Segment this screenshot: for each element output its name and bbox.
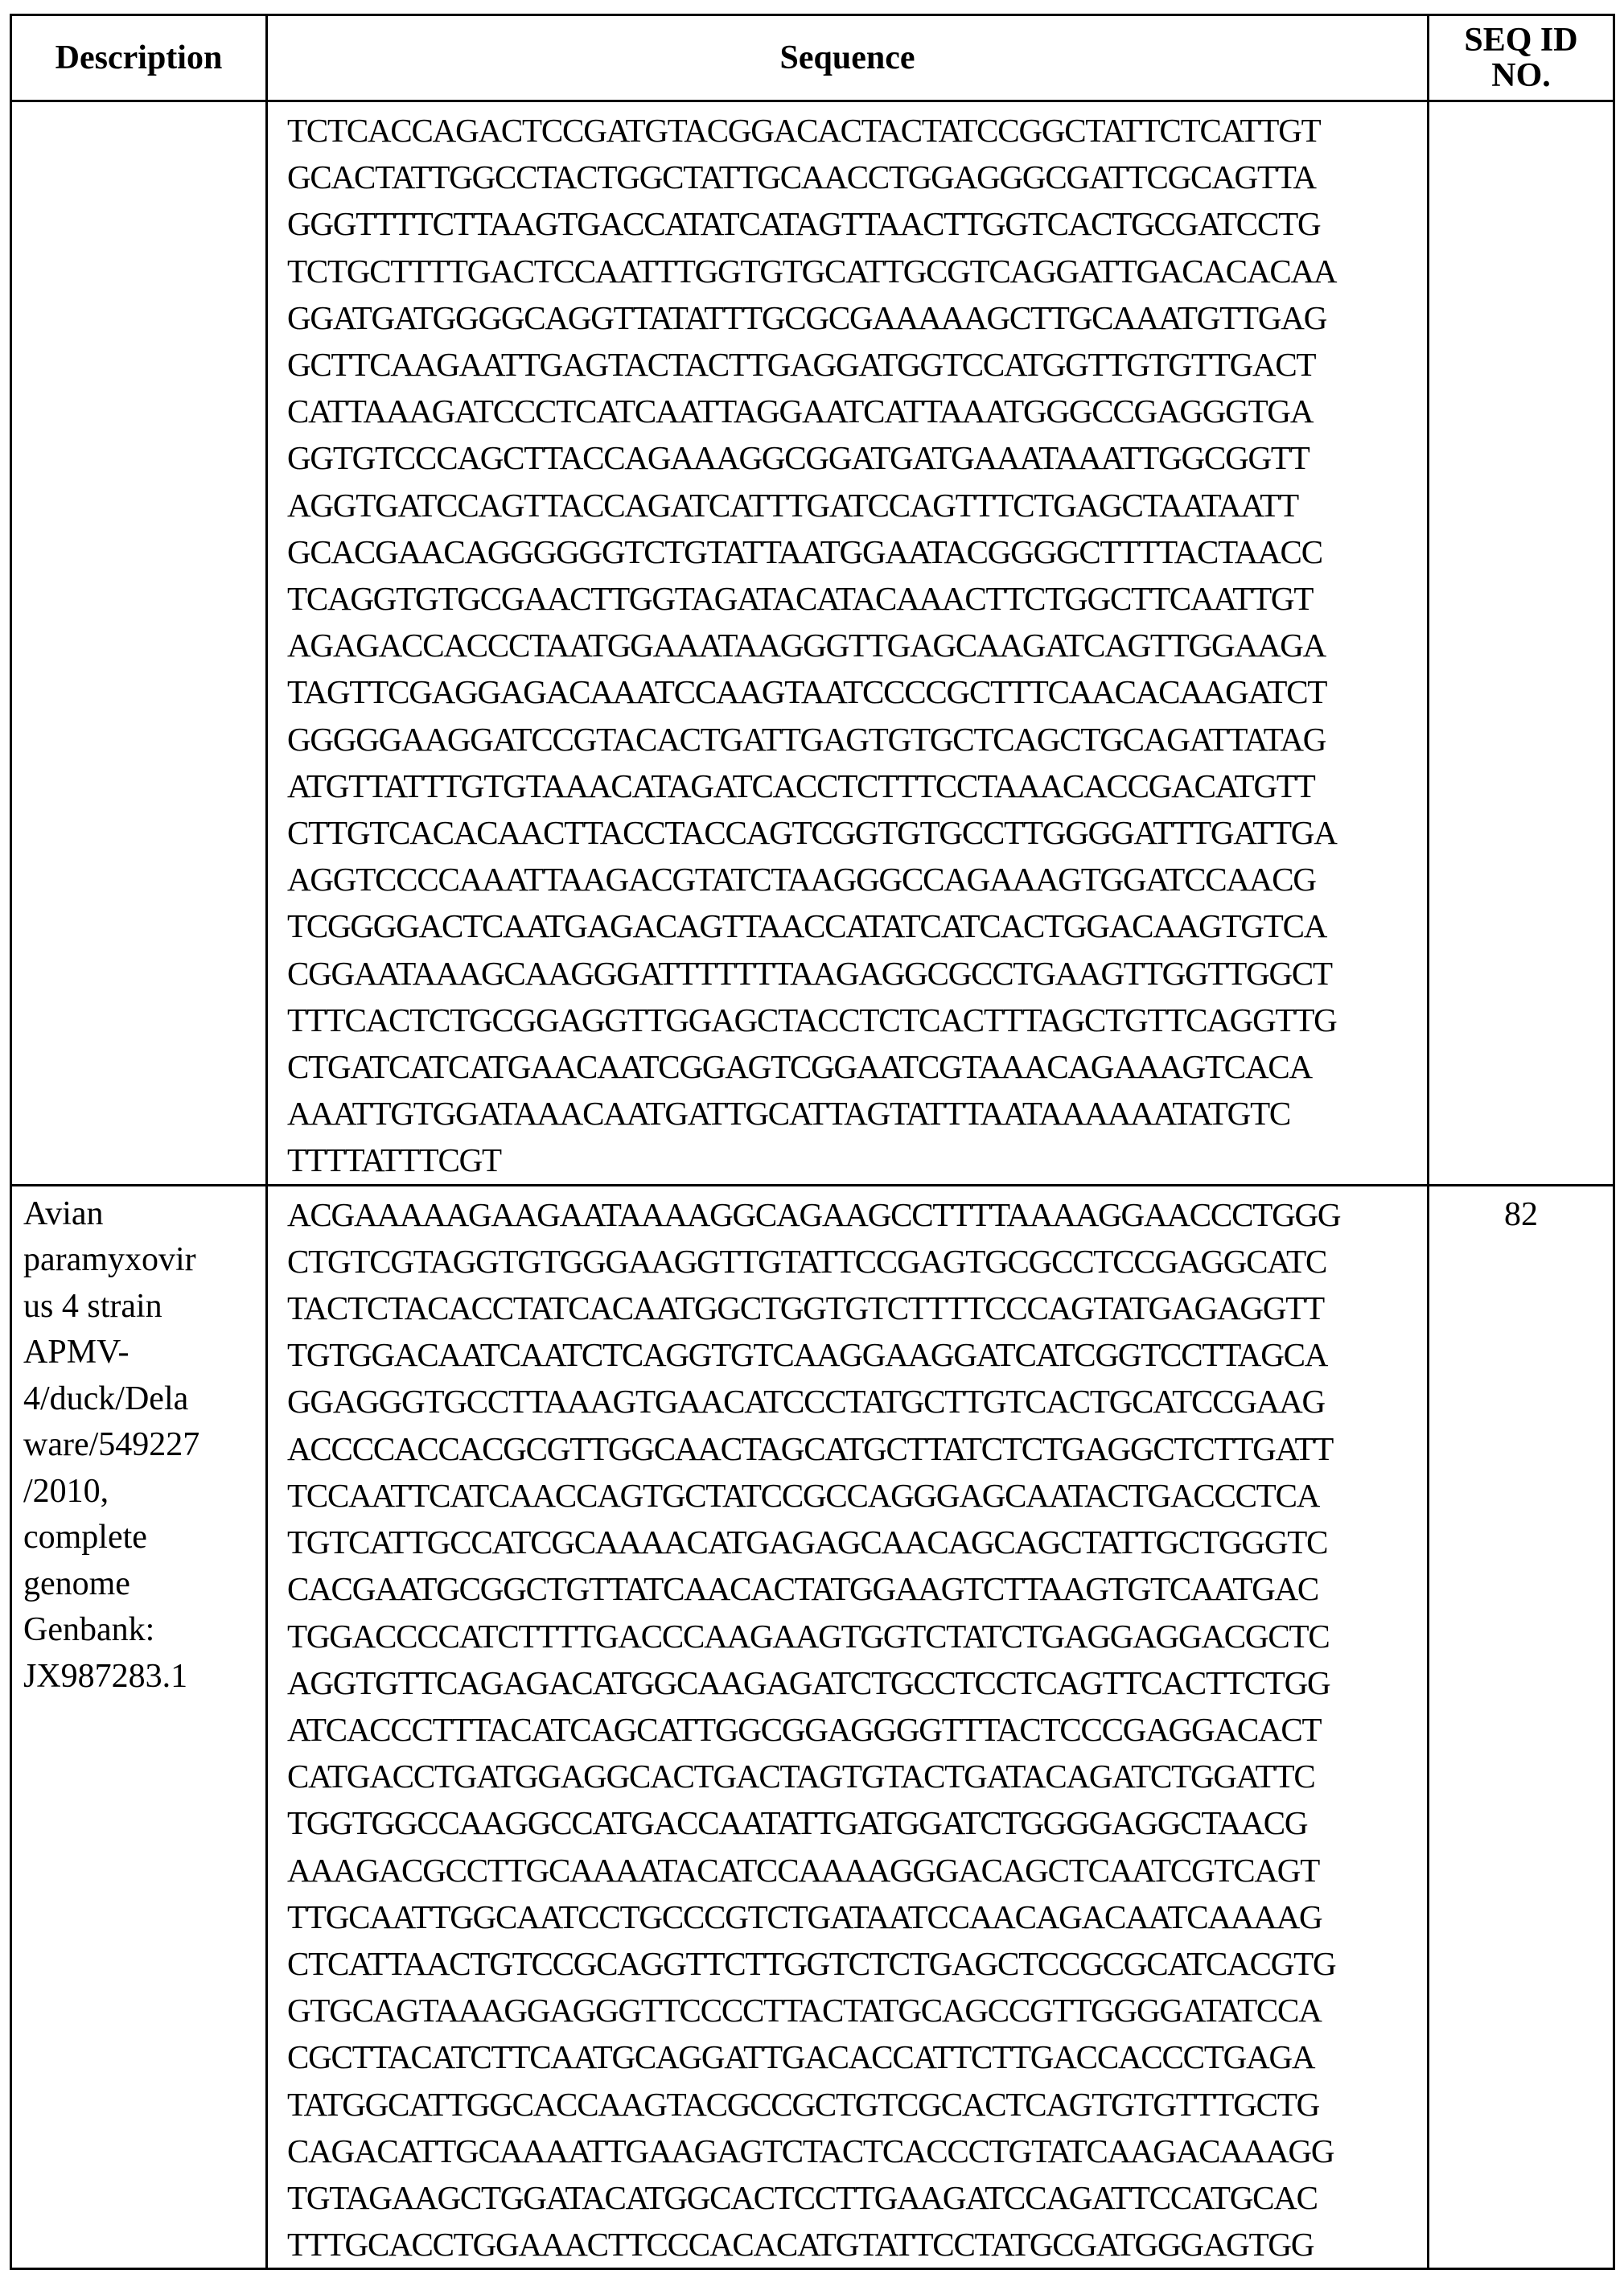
sequence-line: AGAGACCACCCTAATGGAAATAAGGGTTGAGCAAGATCAGTTGGAAGA [287,622,1427,668]
sequence-line: CTTGTCACACAACTTACCTACCAGTCGGTGTGCCTTGGGGATTTGATTGA [287,809,1427,856]
description-line: paramyxovir [23,1237,265,1284]
description-line: 4/duck/Dela [23,1376,265,1423]
sequence-line: CTGTCGTAGGTGTGGGAAGGTTGTATTCCGAGTGCGCCTCCGAGGCATC [287,1238,1427,1285]
sequence-line: AGGTGATCCAGTTACCAGATCATTTGATCCAGTTTCTGAGCTAATAATT [287,482,1427,528]
sequence-line: TTTGCACCTGGAAACTTCCCACACATGTATTCCTATGCGATGGGAGTGG [287,2221,1427,2268]
description-line: complete [23,1515,265,1561]
sequence-table [10,14,1615,2270]
sequence-line: AAATTGTGGATAAACAATGATTGCATTAGTATTTAATAAAAAATATGTC [287,1090,1427,1137]
sequence-line: TAGTTCGAGGAGACAAATCCAAGTAATCCCCGCTTTCAACACAAGATCT [287,668,1427,715]
sequence-line: ACCCCACCACGCGTTGGCAACTAGCATGCTTATCTCTGAGGCTCTTGATT [287,1425,1427,1472]
sequence-line: CATGACCTGATGGAGGCACTGACTAGTGTACTGATACAGATCTGGATTC [287,1753,1427,1799]
header-seq-id-line2: NO. [1429,58,1613,93]
description-line: us 4 strain [23,1284,265,1330]
header-sequence-label: Sequence [780,39,915,76]
header-description-label: Description [56,39,223,76]
sequence-line: TCTGCTTTTGACTCCAATTTGGTGTGCATTGCGTCAGGATTGACACACAA [287,248,1427,294]
sequence-cell [267,101,1429,1186]
header-seq-id [1429,15,1614,101]
description-line: /2010, [23,1469,265,1515]
sequence-line: TCGGGGACTCAATGAGACAGTTAACCATATCATCACTGGACAAGTGTCA [287,903,1427,949]
sequence-line: TGGACCCCATCTTTTGACCCAAGAAGTGGTCTATCTGAGGAGGACGCTC [287,1613,1427,1659]
sequence-line: TGGTGGCCAAGGCCATGACCAATATTGATGGATCTGGGGAGGCTAACG [287,1799,1427,1846]
sequence-line: TCCAATTCATCAACCAGTGCTATCCGCCAGGGAGCAATACTGACCCTCA [287,1472,1427,1519]
header-sequence [267,15,1429,101]
description-line: JX987283.1 [23,1654,265,1700]
sequence-line: TTTCACTCTGCGGAGGTTGGAGCTACCTCTCACTTTAGCTGTTCAGGTTG [287,997,1427,1043]
sequence-line: CGGAATAAAGCAAGGGATTTTTTTAAGAGGCGCCTGAAGTTGGTTGGCT [287,950,1427,997]
seq-id-cell [1429,1185,1614,2269]
sequence-line: CACGAATGCGGCTGTTATCAACACTATGGAAGTCTTAAGTGTCAATGAC [287,1565,1427,1612]
sequence-line: TGTGGACAATCAATCTCAGGTGTCAAGGAAGGATCATCGGTCCTTAGCA [287,1331,1427,1378]
sequence-line: TGTAGAAGCTGGATACATGGCACTCCTTGAAGATCCAGATTCCATGCAC [287,2174,1427,2221]
seq-id-value: 82 [1504,1196,1538,1233]
description-line: Genbank: [23,1607,265,1654]
sequence-line: CTGATCATCATGAACAATCGGAGTCGGAATCGTAAACAGAAAGTCACA [287,1043,1427,1090]
sequence-line: AGGTCCCCAAATTAAGACGTATCTAAGGGCCAGAAAGTGGATCCAACG [287,856,1427,903]
header-row [11,15,1614,101]
sequence-line: AAAGACGCCTTGCAAAATACATCCAAAAGGGACAGCTCAATCGTCAGT [287,1847,1427,1894]
sequence-line: GTGCAGTAAAGGAGGGTTCCCCTTACTATGCAGCCGTTGGGGATATCCA [287,1987,1427,2034]
sequence-line: GCTTCAAGAATTGAGTACTACTTGAGGATGGTCCATGGTTGTGTTGACT [287,341,1427,388]
description-line: genome [23,1561,265,1608]
description-cell [11,101,267,1186]
sequence-line: TGTCATTGCCATCGCAAAACATGAGAGCAACAGCAGCTATTGCTGGGTC [287,1519,1427,1565]
table-row [11,1185,1614,2269]
table-row [11,101,1614,1186]
sequence-line: TCAGGTGTGCGAACTTGGTAGATACATACAAACTTCTGGCTTCAATTGT [287,575,1427,622]
sequence-line: GGGTTTTCTTAAGTGACCATATCATAGTTAACTTGGTCACTGCGATCCTG [287,200,1427,247]
sequence-line: CAGACATTGCAAAATTGAAGAGTCTACTCACCCTGTATCAAGACAAAGG [287,2128,1427,2174]
sequence-line: GCACTATTGGCCTACTGGCTATTGCAACCTGGAGGGCGATTCGCAGTTA [287,154,1427,200]
sequence-line: GGAGGGTGCCTTAAAGTGAACATCCCTATGCTTGTCACTGCATCCGAAG [287,1378,1427,1425]
description-line: Avian [23,1191,265,1238]
sequence-line: TATGGCATTGGCACCAAGTACGCCGCTGTCGCACTCAGTGTGTTTGCTG [287,2081,1427,2128]
header-seq-id-line1: SEQ ID [1429,23,1613,58]
sequence-line: AGGTGTTCAGAGACATGGCAAGAGATCTGCCTCCTCAGTTCACTTCTGG [287,1659,1427,1706]
sequence-line: CTCATTAACTGTCCGCAGGTTCTTGGTCTCTGAGCTCCGCGCATCACGTG [287,1940,1427,1987]
sequence-line: GGTGTCCCAGCTTACCAGAAAGGCGGATGATGAAATAAATTGGCGGTT [287,434,1427,481]
description-line: APMV- [23,1330,265,1376]
description-line: ware/549227 [23,1422,265,1469]
sequence-line: TTGCAATTGGCAATCCTGCCCGTCTGATAATCCAACAGACAATCAAAAG [287,1894,1427,1940]
description-cell [11,1185,267,2269]
sequence-line: GCACGAACAGGGGGGTCTGTATTAATGGAATACGGGGCTTTTACTAACC [287,528,1427,575]
sequence-line: ATGTTATTTGTGTAAACATAGATCACCTCTTTCCTAAACACCGACATGTT [287,763,1427,809]
sequence-line: TTTTATTTCGT [287,1137,1427,1183]
sequence-line: ATCACCCTTTACATCAGCATTGGCGGAGGGGTTTACTCCCGAGGACACT [287,1706,1427,1753]
sequence-line: CATTAAAGATCCCTCATCAATTAGGAATCATTAAATGGGCCGAGGGTGA [287,388,1427,434]
sequence-line: GGGGGAAGGATCCGTACACTGATTGAGTGTGCTCAGCTGCAGATTATAG [287,716,1427,763]
sequence-line: CGCTTACATCTTCAATGCAGGATTGACACCATTCTTGACCACCCTGAGA [287,2034,1427,2080]
sequence-line: TACTCTACACCTATCACAATGGCTGGTGTCTTTTCCCAGTATGAGAGGTT [287,1285,1427,1331]
sequence-line: ACGAAAAAGAAGAATAAAAGGCAGAAGCCTTTTAAAAGGAACCCTGGG [287,1191,1427,1238]
sequence-line: GGATGATGGGGCAGGTTATATTTGCGCGAAAAAGCTTGCAAATGTTGAG [287,294,1427,341]
seq-id-cell [1429,101,1614,1186]
sequence-line: TCTCACCAGACTCCGATGTACGGACACTACTATCCGGCTATTCTCATTGT [287,107,1427,154]
sequence-cell [267,1185,1429,2269]
header-description [11,15,267,101]
